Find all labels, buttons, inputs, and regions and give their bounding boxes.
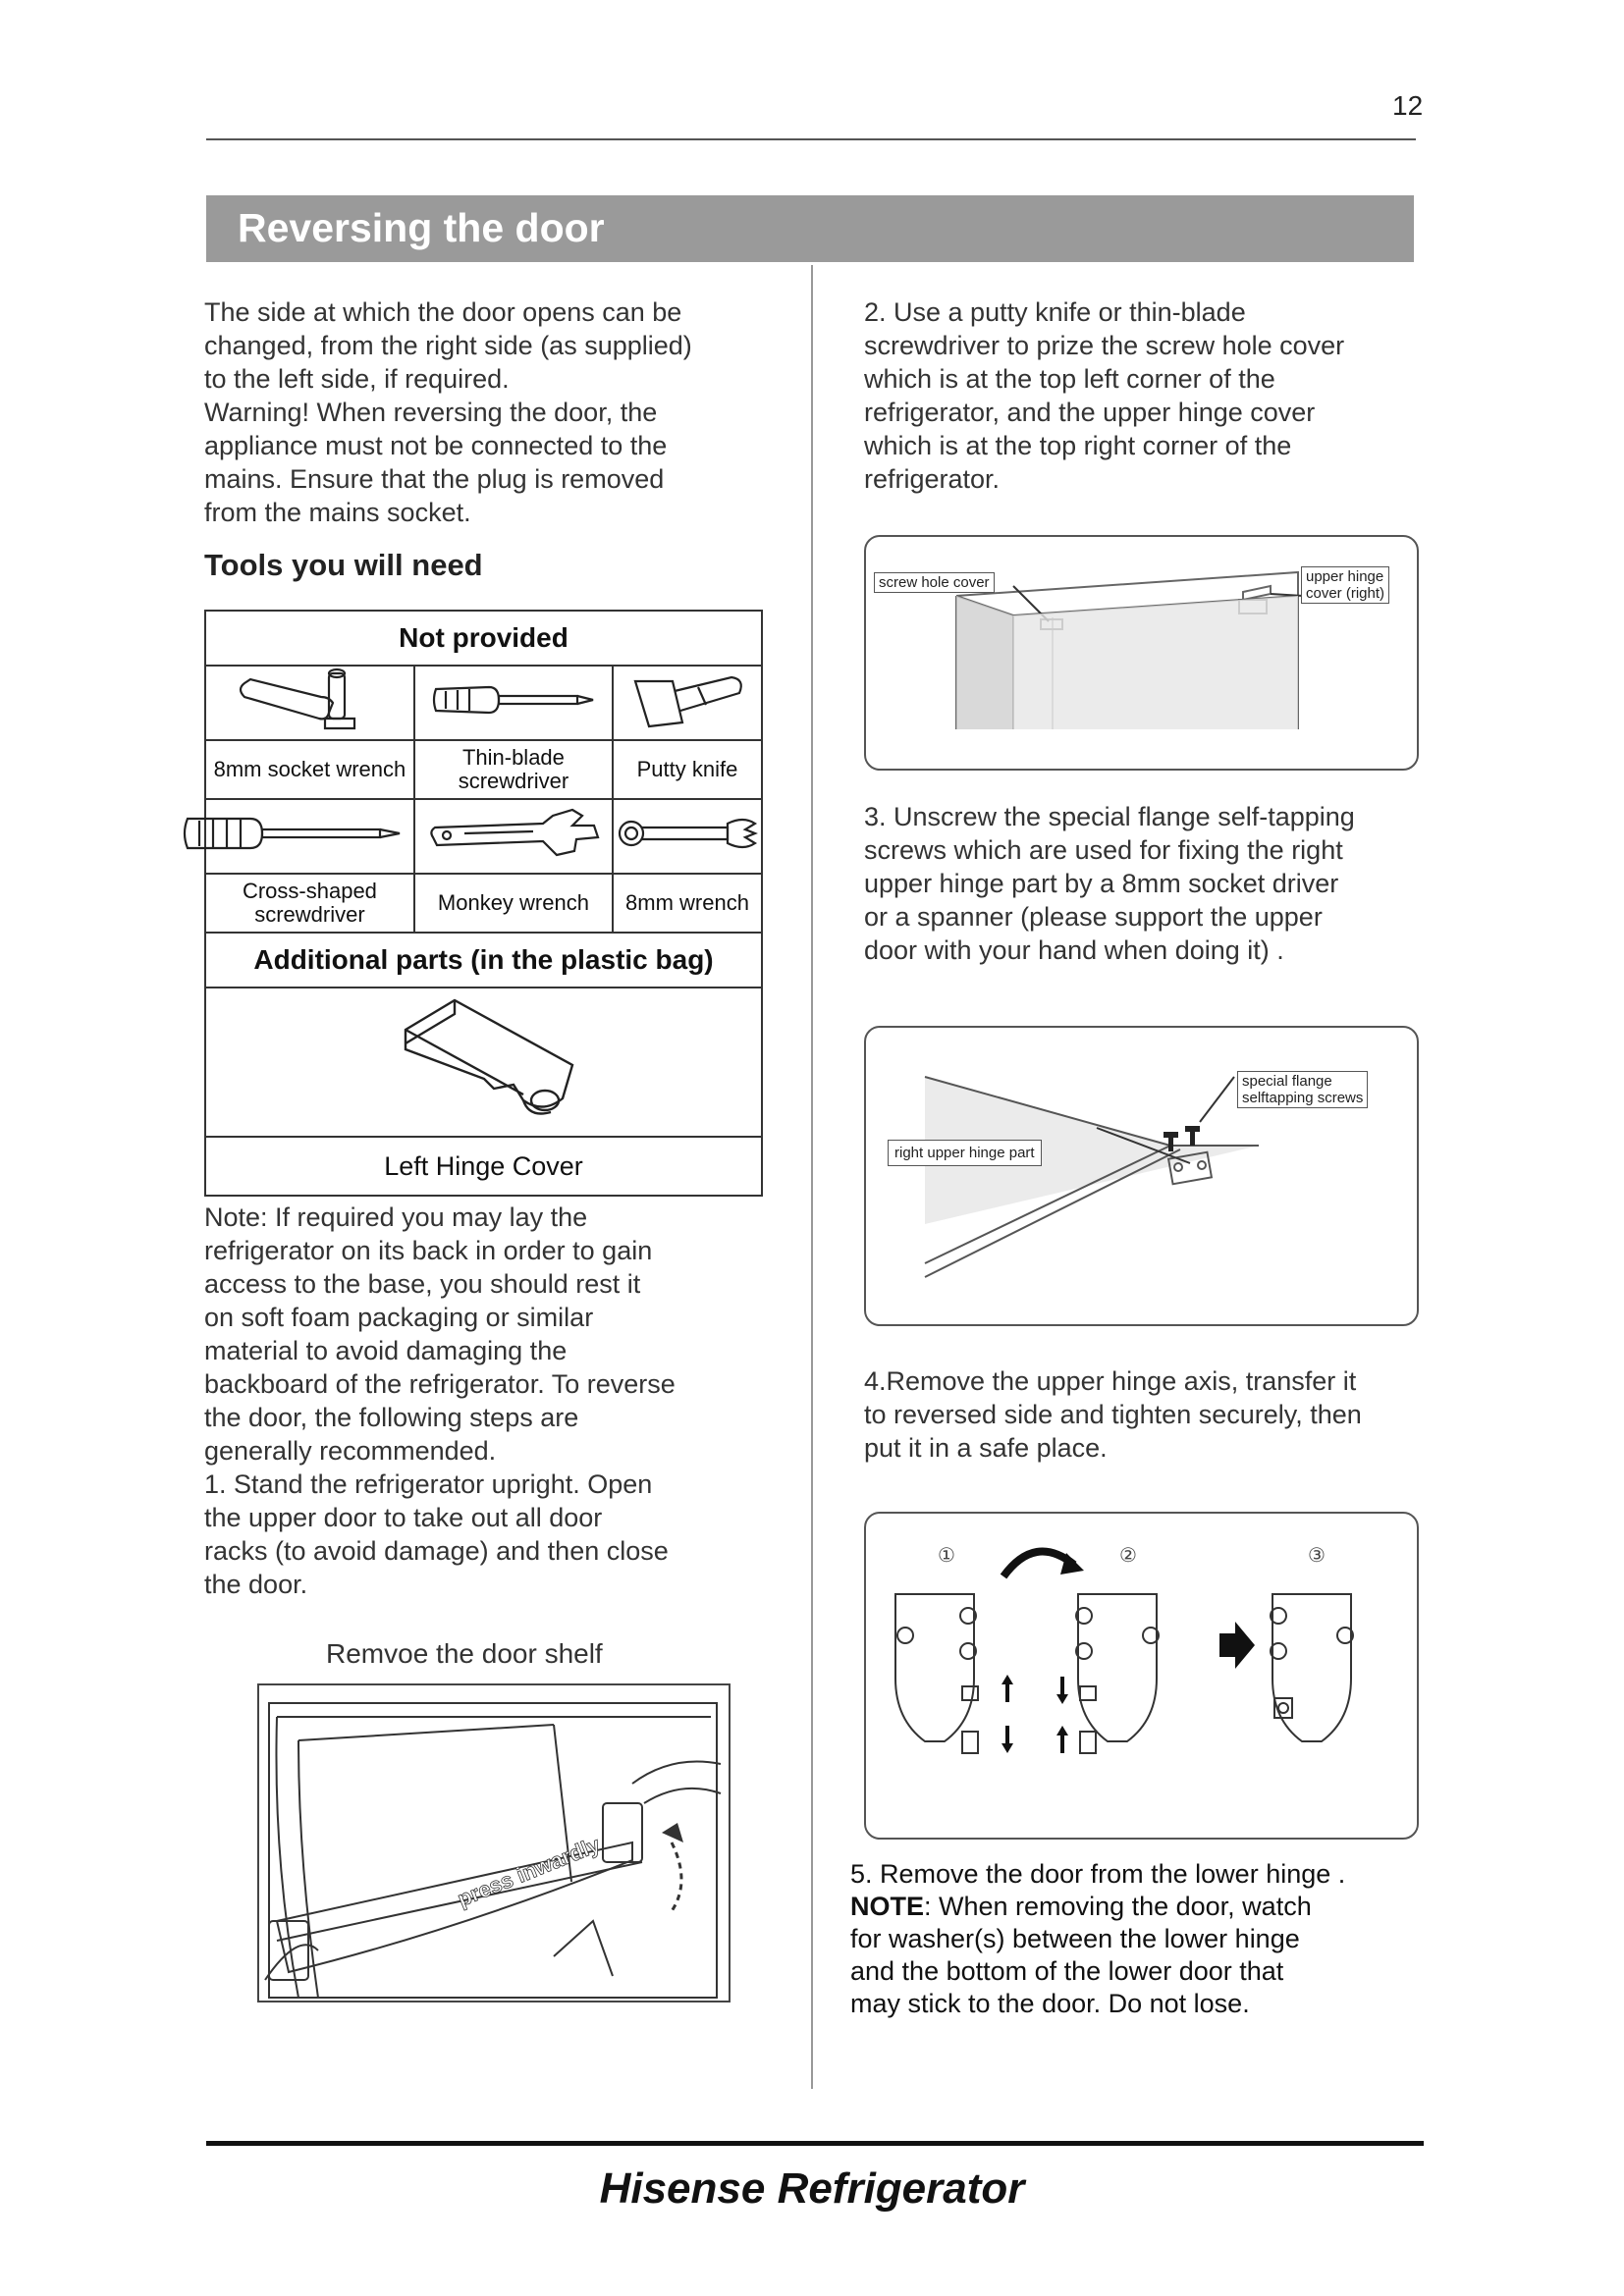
- step5-note-label: NOTE: [850, 1892, 925, 1921]
- figure-hinge-axis-steps: [864, 1512, 1419, 1840]
- socket-wrench-illustration: [205, 666, 414, 740]
- section-title: Reversing the door: [238, 205, 605, 250]
- footer-brand: Hisense Refrigerator: [599, 2164, 1025, 2213]
- footer-rule: [206, 2141, 1424, 2146]
- tool-label-8mm-wrench: 8mm wrench: [613, 874, 762, 933]
- page-number: 12: [1392, 90, 1424, 121]
- not-provided-header: Not provided: [205, 611, 762, 666]
- step5-line1: 5. Remove the door from the lower hinge .: [850, 1859, 1346, 1889]
- screw-hole-cover-label: screw hole cover: [874, 572, 995, 593]
- tool-label-thin-blade-screwdriver: Thin-blade screwdriver: [414, 740, 613, 799]
- upper-hinge-cover-label: [1301, 566, 1389, 604]
- tools-heading: Tools you will need: [204, 548, 483, 582]
- shelf-caption: Remvoe the door shelf: [326, 1638, 603, 1669]
- step2-text: 2. Use a putty knife or thin-blade screwdriver to prize the screw hole cover which is at the top left corner of the refrigerator, and the upper hinge cover which is at the top right corner of the refrigerator.: [864, 297, 1345, 494]
- upper-hinge-cover-label-line1: upper hinge: [1306, 568, 1384, 585]
- door-shelf-figure: [257, 1683, 731, 2002]
- flange-screws-label-line2: selftapping screws: [1242, 1090, 1364, 1106]
- additional-parts-header: Additional parts (in the plastic bag): [205, 933, 762, 988]
- note-text: Note: If required you may lay the refrigerator on its back in order to gain access to the base, you should rest it on soft foam packaging or similar material to avoid damaging the backboard of the refrigerator. To reverse the door, the following steps are generally recommended. 1. Stand the refrigerator upright. Open the upper door to take out all door racks (to avoid damage) and then close the door.: [204, 1202, 676, 1599]
- step-marker-2: ②: [1119, 1545, 1137, 1567]
- step5-note-text: : When removing the door, watch for washer(s) between the lower hinge and the bottom of the lower door that may stick to the door. Do not lose.: [850, 1892, 1312, 2018]
- flange-screws-label: [1237, 1071, 1368, 1108]
- flange-screws-label-line1: special flange: [1242, 1073, 1332, 1090]
- left-hinge-cover-label: Left Hinge Cover: [205, 1137, 762, 1196]
- tools-table: [204, 610, 763, 1197]
- tool-label-cross-screwdriver: Cross-shaped screwdriver: [205, 874, 414, 933]
- step5-note: [850, 1891, 1439, 2020]
- left-hinge-cover-illustration: [205, 988, 762, 1137]
- step-marker-3: ③: [1308, 1545, 1326, 1567]
- step3-text: 3. Unscrew the special flange self-tapping screws which are used for fixing the right upper hinge part by a 8mm socket driver or a spanner (please support the upper door with your hand when doing it) .: [864, 802, 1355, 965]
- figure-screw-hole-cover: [864, 535, 1419, 771]
- 8mm-wrench-illustration: [613, 799, 762, 874]
- cross-screwdriver-illustration: [205, 799, 414, 874]
- upper-hinge-cover-label-line2: cover (right): [1306, 585, 1385, 602]
- tool-label-socket-wrench: 8mm socket wrench: [205, 740, 414, 799]
- step4-text: 4.Remove the upper hinge axis, transfer it to reversed side and tighten securely, then put it in a safe place.: [864, 1366, 1362, 1463]
- section-banner: [206, 195, 1414, 262]
- tool-label-monkey-wrench: Monkey wrench: [414, 874, 613, 933]
- column-divider: [811, 265, 813, 2089]
- monkey-wrench-illustration: [414, 799, 613, 874]
- step-marker-1: ①: [938, 1545, 955, 1567]
- figure-hinge-screws: [864, 1026, 1419, 1326]
- putty-knife-illustration: [613, 666, 762, 740]
- intro-text: The side at which the door opens can be changed, from the right side (as supplied) to the left side, if required. Warning! When reversing the door, the appliance must not be connected to the mains. Ensure that the plug is removed from the mains socket.: [204, 297, 692, 527]
- press-inwardly-label: press inwardly: [454, 1832, 604, 1912]
- right-upper-hinge-part-label: right upper hinge part: [888, 1140, 1042, 1166]
- tool-label-putty-knife: Putty knife: [613, 740, 762, 799]
- thin-blade-screwdriver-illustration: [414, 666, 613, 740]
- header-rule: [206, 138, 1416, 140]
